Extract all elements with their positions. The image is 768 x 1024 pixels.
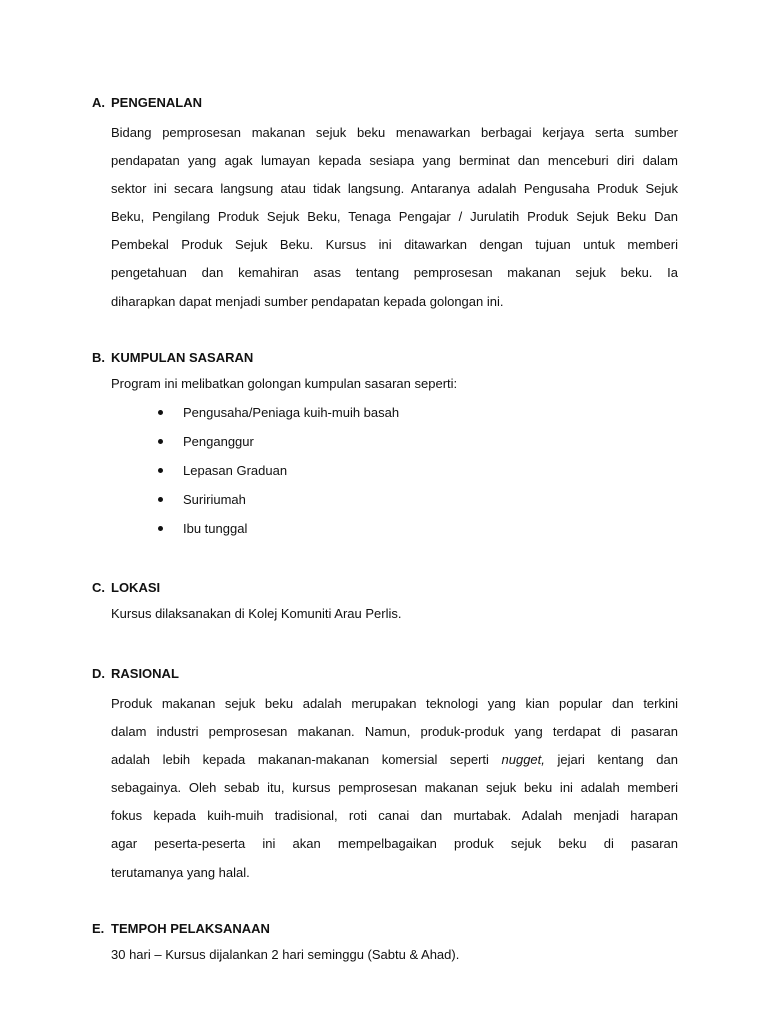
italic-term: nugget, bbox=[501, 752, 545, 768]
section-text: 30 hari – Kursus dijalankan 2 hari seminggu (Sabtu & Ahad). bbox=[111, 947, 460, 962]
paragraph-line: pengetahuan dan kemahiran asas tentang pemprosesan makanan sejuk beku. Ia bbox=[111, 265, 678, 281]
section-rasional bbox=[92, 666, 678, 887]
section-tempoh-pelaksanaan bbox=[92, 921, 678, 965]
bullet-icon bbox=[158, 497, 163, 502]
paragraph-line: Bidang pemprosesan makanan sejuk beku menawarkan berbagai kerjaya serta sumber bbox=[111, 125, 678, 140]
paragraph-line: pendapatan yang agak lumayan kepada sesiapa yang berminat dan menceburi diri dalam bbox=[111, 153, 678, 169]
bullet-icon bbox=[158, 439, 163, 444]
list-item bbox=[92, 485, 678, 514]
target-group-list bbox=[92, 398, 678, 543]
section-title: RASIONAL bbox=[111, 666, 179, 681]
section-text: Kursus dilaksanakan di Kolej Komuniti Arau Perlis. bbox=[111, 606, 402, 621]
section-lokasi bbox=[92, 580, 678, 624]
list-item-text: Ibu tunggal bbox=[183, 521, 248, 536]
list-item-text: Penganggur bbox=[183, 434, 254, 449]
section-title: PENGENALAN bbox=[111, 95, 203, 110]
section-pengenalan bbox=[92, 95, 678, 316]
section-letter: A. bbox=[92, 95, 105, 110]
paragraph-line: Produk makanan sejuk beku adalah merupakan teknologi yang kian popular dan terkini bbox=[111, 696, 678, 711]
bullet-icon bbox=[158, 468, 163, 473]
list-item-text: Pengusaha/Peniaga kuih-muih basah bbox=[183, 405, 400, 420]
list-item bbox=[92, 398, 678, 427]
list-item bbox=[92, 514, 678, 543]
paragraph-line: Pembekal Produk Sejuk Beku. Kursus ini ditawarkan dengan tujuan untuk memberi bbox=[111, 237, 678, 253]
paragraph-line: fokus kepada kuih-muih tradisional, roti canai dan murtabak. Adalah menjadi harapan bbox=[111, 808, 678, 824]
bullet-icon bbox=[158, 410, 163, 415]
section-letter: C. bbox=[92, 580, 105, 595]
section-title: KUMPULAN SASARAN bbox=[111, 350, 254, 365]
paragraph-line: sektor ini secara langsung atau tidak langsung. Antaranya adalah Pengusaha Produk Sejuk bbox=[111, 181, 678, 197]
paragraph-line: diharapkan dapat menjadi sumber pendapatan kepada golongan ini. bbox=[111, 293, 504, 309]
paragraph-line bbox=[111, 746, 678, 774]
section-paragraph bbox=[111, 690, 678, 887]
section-letter: E. bbox=[92, 921, 105, 936]
section-heading bbox=[92, 921, 678, 937]
section-heading bbox=[92, 95, 678, 111]
paragraph-line: terutamanya yang halal. bbox=[111, 864, 250, 880]
section-heading bbox=[92, 580, 678, 596]
section-title: TEMPOH PELAKSANAAN bbox=[111, 921, 270, 936]
line-text: jejari kentang dan bbox=[557, 752, 678, 768]
section-heading bbox=[92, 666, 678, 682]
paragraph-line: Beku, Pengilang Produk Sejuk Beku, Tenaga Pengajar / Jurulatih Produk Sejuk Beku Dan bbox=[111, 209, 678, 225]
paragraph-line: sebagainya. Oleh sebab itu, kursus pemprosesan makanan sejuk beku ini adalah memberi bbox=[111, 780, 678, 796]
paragraph-line: dalam industri pemprosesan makanan. Namun, produk-produk yang terdapat di pasaran bbox=[111, 724, 678, 740]
line-text: adalah lebih kepada makanan-makanan komersial seperti bbox=[111, 752, 489, 768]
section-letter: D. bbox=[92, 666, 105, 681]
list-item-text: Lepasan Graduan bbox=[183, 463, 288, 478]
section-intro: Program ini melibatkan golongan kumpulan sasaran seperti: bbox=[111, 376, 458, 391]
bullet-icon bbox=[158, 526, 163, 531]
list-item bbox=[92, 427, 678, 456]
section-paragraph bbox=[111, 119, 678, 316]
list-item-text: Suririumah bbox=[183, 492, 246, 507]
section-title: LOKASI bbox=[111, 580, 161, 595]
paragraph-line: agar peserta-peserta ini akan mempelbagaikan produk sejuk beku di pasaran bbox=[111, 836, 678, 852]
section-letter: B. bbox=[92, 350, 105, 365]
list-item bbox=[92, 456, 678, 485]
section-kumpulan-sasaran bbox=[92, 350, 678, 543]
section-heading bbox=[92, 350, 678, 366]
